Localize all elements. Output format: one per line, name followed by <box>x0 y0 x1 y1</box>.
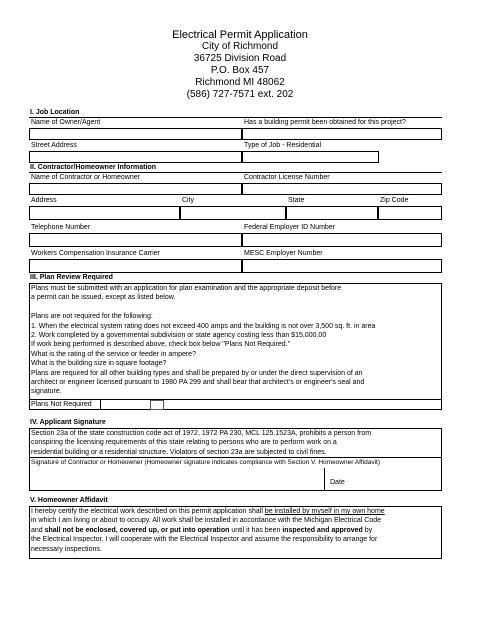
state-label: State <box>288 197 305 204</box>
plans-not-required-checkbox[interactable] <box>150 400 164 410</box>
city-state-zip-text: Richmond MI 48062 <box>195 77 285 88</box>
divider <box>29 457 442 458</box>
affidavit-line-1: I hereby certify the electrical work described on this permit application shall <box>31 508 265 515</box>
affidavit-line-2: in which I am living or about to occupy. All work shall be installed in accordance with the Michigan Electrical Code <box>31 517 382 525</box>
mesc-field[interactable] <box>242 259 442 273</box>
affidavit-line-3d: inspected and approved <box>282 526 363 534</box>
job-type-label: Type of Job - Residential <box>244 142 322 149</box>
section-plan-review-heading: III. Plan Review Required <box>30 274 113 281</box>
fein-field[interactable] <box>242 233 442 247</box>
zip-label: Zip Code <box>380 197 409 204</box>
permit-obtained-field[interactable] <box>242 128 442 140</box>
form-header <box>0 29 480 101</box>
license-number-field[interactable] <box>242 183 442 195</box>
affidavit-line-4: the Electrical Inspector. I will cooperate with the Electrical Inspector and assume the responsibility to arrange for <box>31 536 378 544</box>
divider <box>324 468 325 491</box>
section-job-location-heading: I. Job Location <box>30 109 80 116</box>
phone-label: Telephone Number <box>31 224 91 231</box>
street-label: Street Address <box>31 142 77 149</box>
contractor-name-field[interactable] <box>29 183 242 195</box>
section-homeowner-affidavit-heading: V. Homeowner Affidavit <box>30 497 108 504</box>
plan-review-text: Plans must be submitted with an application for plan examination and the appropriate deposit before a permit can be issued, except as listed below. Plans are not required for the following: 1. When the electrical system rating does not exceed 400 amps and the building is not over 3,500 sq. ft. in area 2. Work completed by a governmental subdivision or state agency costing less than $15,000.00 If work being performed is described above, check box below "Plans Not Required." What is the rating of the service or feeder in ampere? What is the building size in square footage? Plans are required for all other building types and shall be prepared by or under the direct supervision of an architect or engineer licensed pursuant to 1980 PA 299 and shall bear that architect's or engineer's seal and signature. <box>31 285 376 396</box>
applicant-signature-text: Section 23a of the state construction code act of 1972, 1972 PA 230, MCL 125.1523A, prohibits a person from conspiring the licensing requirements of this state relating to persons who are to perform work on a residential building or a residential structure. Violators of section 23a are subjected to civil fines. <box>31 430 372 456</box>
divider <box>29 399 442 400</box>
phone-field[interactable] <box>29 233 242 247</box>
zip-field[interactable] <box>378 206 442 220</box>
license-label: Contractor License Number <box>244 174 330 181</box>
affidavit-line-3b: shall not be enclosed, covered up, or put into operation <box>44 526 230 534</box>
affidavit-line-3c: until it has been <box>229 526 283 534</box>
street-address-text: 36725 Division Road <box>193 53 287 64</box>
divider <box>29 172 442 173</box>
street-address-field[interactable] <box>29 151 242 163</box>
signature-label: Signature of Contractor or Homeowner (Homeowner signature indicates compliance with Section V. Homeowner Affidavit) <box>31 459 381 466</box>
section-contractor-heading: II. Contractor/Homeowner Information <box>30 164 157 171</box>
owner-field[interactable] <box>29 128 242 140</box>
homeowner-affidavit-text <box>31 507 439 554</box>
permit-question-label: Has a building permit been obtained for this project? <box>244 119 406 126</box>
signature-field[interactable] <box>29 468 324 490</box>
address-field[interactable] <box>29 206 180 220</box>
phone-text: (586) 727-7571 ext. 202 <box>186 89 294 100</box>
affidavit-line-3e: by <box>362 526 373 534</box>
city-name: City of Richmond <box>201 41 279 52</box>
affidavit-line-5: necessary inspections. <box>31 545 102 553</box>
state-field[interactable] <box>286 206 378 220</box>
plans-not-required-label: Plans Not Required <box>31 401 92 408</box>
affidavit-line-1-underlined: be installed by myself in my own home <box>264 508 385 515</box>
fein-label: Federal Employer ID Number <box>244 224 336 231</box>
date-label: Date <box>330 479 345 486</box>
city-field[interactable] <box>180 206 286 220</box>
po-box-text: P.O. Box 457 <box>210 65 270 76</box>
form-title: Electrical Permit Application <box>172 29 308 41</box>
job-type-field[interactable] <box>242 151 379 163</box>
affidavit-line-3a: and <box>31 526 45 534</box>
address-label: Address <box>31 197 57 204</box>
city-label: City <box>182 197 195 204</box>
workers-comp-label: Workers Compensation Insurance Carrier <box>31 250 161 257</box>
section-applicant-signature-heading: IV. Applicant Signature <box>30 419 106 426</box>
workers-comp-field[interactable] <box>29 259 242 273</box>
mesc-label: MESC Employer Number <box>244 250 323 257</box>
divider <box>29 117 442 118</box>
owner-label: Name of Owner/Agent <box>31 119 101 126</box>
divider <box>100 399 101 410</box>
contractor-label: Name of Contractor or Homeowner <box>31 174 140 181</box>
date-field[interactable] <box>350 468 442 490</box>
